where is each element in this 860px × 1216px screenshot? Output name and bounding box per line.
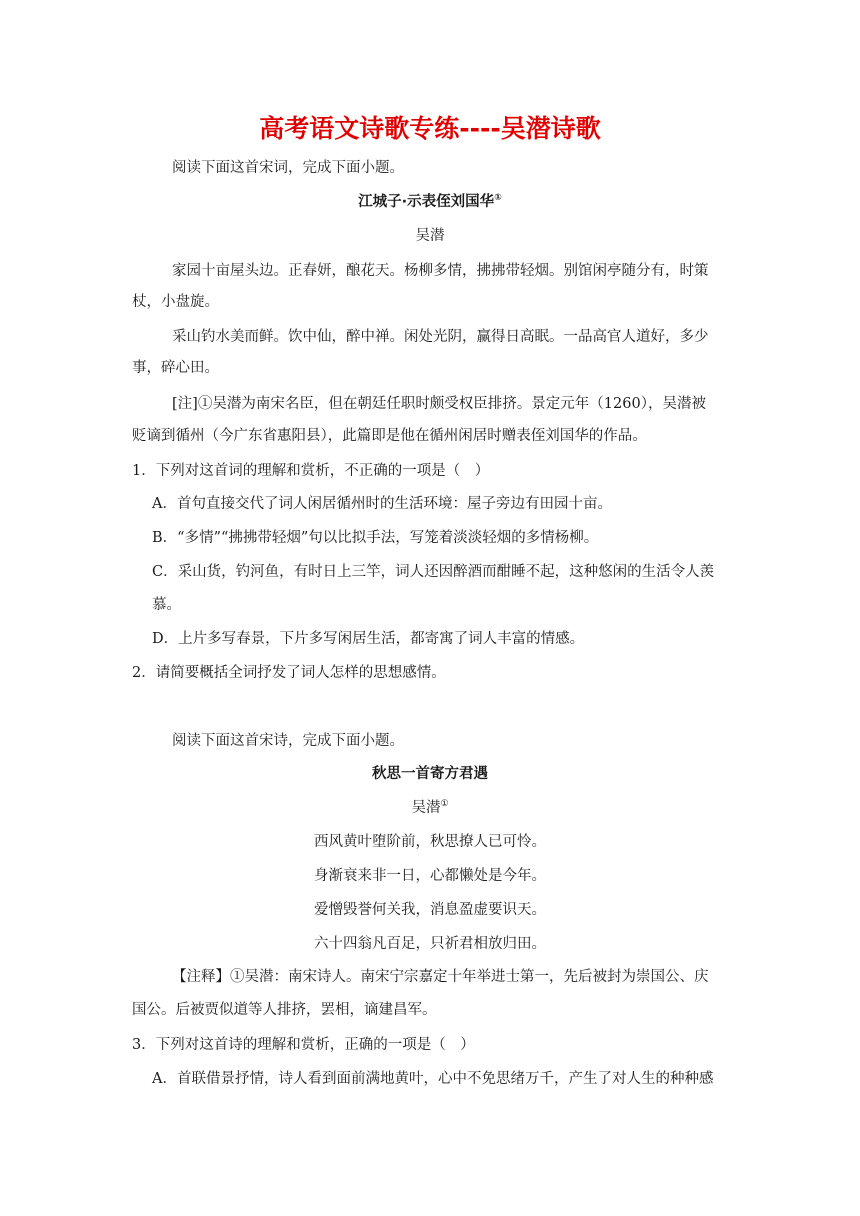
section1-note-line2: 贬谪到循州（今广东省惠阳县），此篇即是他在循州闲居时赠表侄刘国华的作品。 (132, 428, 647, 444)
question-1-option-b: B．“多情”“拂拂带轻烟”句以比拟手法，写笼着淡淡轻烟的多情杨柳。 (152, 530, 599, 546)
poem-line-4: 六十四翁凡百足，只祈君相放归田。 (314, 936, 546, 952)
section1-author: 吴潜 (415, 228, 445, 244)
document-title: 高考语文诗歌专练----吴潜诗歌 (259, 114, 601, 143)
poem-line-1: 西风黄叶堕阶前，秋思撩人已可怜。 (314, 834, 546, 850)
author-name: 吴潜 (411, 800, 441, 816)
section2-poem-title: 秋思一首寄方君遇 (372, 766, 488, 782)
question-3: 3．下列对这首诗的理解和赏析，正确的一项是（ ） (132, 1037, 475, 1053)
question-1-option-c-line1: C．采山货，钓河鱼，有时日上三竿，词人还因醉酒而酣睡不起，这种悠闲的生活令人羡 (152, 564, 715, 580)
section2-note-line2: 国公。后被贾似道等人排挤，罢相，谪建昌军。 (132, 1002, 437, 1018)
author-footnote-mark: ① (440, 799, 449, 810)
question-1-option-c-line2: 慕。 (152, 597, 181, 613)
question-1-option-a: A．首句直接交代了词人闲居循州时的生活环境：屋子旁边有田园十亩。 (152, 496, 612, 512)
stanza1-line1: 家园十亩屋头边。正春妍，酿花天。杨柳多情，拂拂带轻烟。别馆闲亭随分有，时策 (172, 263, 709, 279)
section2-intro: 阅读下面这首宋诗，完成下面小题。 (172, 733, 404, 749)
section1-note-line1: [注]①吴潜为南宋名臣，但在朝廷任职时颇受权臣排挤。景定元年（1260），吴潜被 (172, 396, 706, 412)
question-3-option-a: A．首联借景抒情，诗人看到面前满地黄叶，心中不免思绪万千，产生了对人生的种种感 (152, 1071, 714, 1087)
section2-author (0, 798, 860, 818)
poem-line-2: 身渐衰来非一日，心都懒处是今年。 (314, 868, 546, 884)
stanza2-line2: 事，碎心田。 (132, 360, 219, 376)
stanza2-line1: 采山钓水美而鲜。饮中仙，醉中禅。闲处光阴，赢得日高眠。一品高官人道好，多少 (172, 329, 709, 345)
poem-title-text: 江城子·示表侄刘国华 (358, 194, 495, 210)
poem-title-footnote-mark: ① (494, 193, 502, 204)
section1-intro: 阅读下面这首宋词，完成下面小题。 (172, 160, 404, 176)
question-1-option-d: D．上片多写春景，下片多写闲居生活，都寄寓了词人丰富的情感。 (152, 631, 585, 647)
poem-line-3: 爱憎毁誉何关我，消息盈虚要识天。 (314, 902, 546, 918)
question-2: 2．请简要概括全词抒发了词人怎样的思想感情。 (132, 665, 446, 681)
stanza1-line2: 杖，小盘旋。 (132, 294, 219, 310)
section1-poem-title (0, 192, 860, 212)
section2-note-line1: 【注释】①吴潜：南宋诗人。南宋宁宗嘉定十年举进士第一，先后被封为崇国公、庆 (172, 969, 709, 985)
question-1: 1．下列对这首词的理解和赏析，不正确的一项是（ ） (132, 463, 490, 479)
